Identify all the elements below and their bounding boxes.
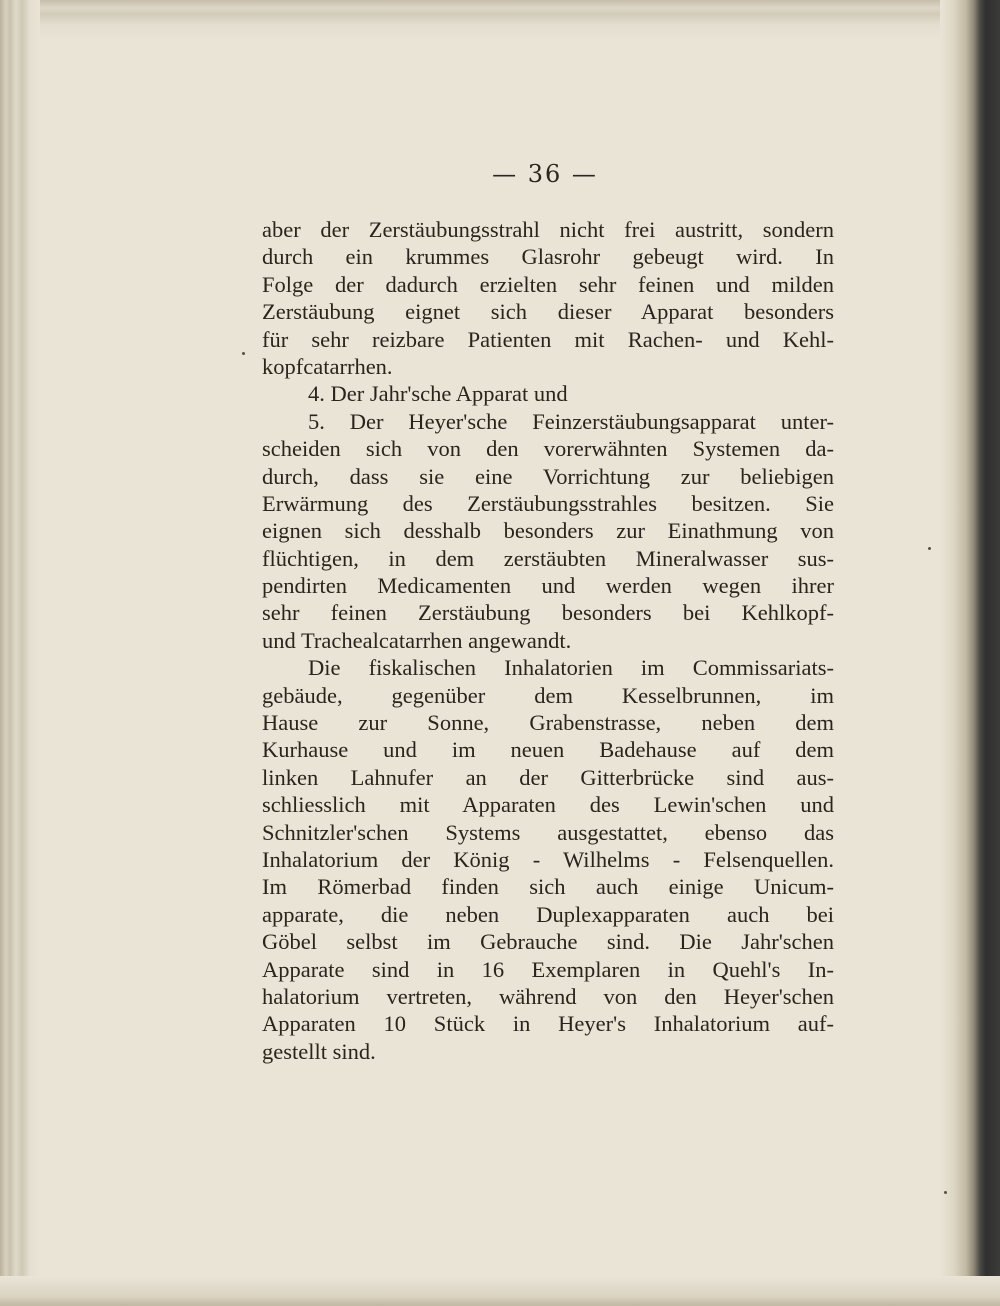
text-line: scheiden sich von den vorerwähnten Systemen da- — [262, 436, 834, 462]
text-line: für sehr reizbare Patienten mit Rachen- und Kehl- — [262, 326, 834, 352]
text-line: linken Lahnufer an der Gitterbrücke sind aus- — [262, 764, 834, 790]
text-line: Zerstäubung eignet sich dieser Apparat besonders — [262, 299, 834, 325]
body-text — [262, 216, 834, 1065]
text-line: gestellt sind. — [262, 1038, 376, 1064]
text-line: Göbel selbst im Gebrauche sind. Die Jahr'schen — [262, 929, 834, 955]
text-line: 5. Der Heyer'sche Feinzerstäubungsapparat unter- — [308, 408, 834, 434]
text-line: durch, dass sie eine Vorrichtung zur beliebigen — [262, 463, 834, 489]
text-line: Folge der dadurch erzielten sehr feinen und milden — [262, 271, 834, 297]
text-line: eignen sich desshalb besonders zur Einathmung von — [262, 518, 834, 544]
text-line: aber der Zerstäubungsstrahl nicht frei austritt, sondern — [262, 217, 834, 242]
text-line: Hause zur Sonne, Grabenstrasse, neben dem — [262, 710, 834, 736]
speck-mark — [928, 547, 931, 550]
text-line: Die fiskalischen Inhalatorien im Commissariats- — [308, 655, 834, 681]
text-line: schliesslich mit Apparaten des Lewin'schen und — [262, 792, 834, 818]
page-number-header: — 36 — — [492, 160, 598, 188]
text-line: Erwärmung des Zerstäubungsstrahles besitzen. Sie — [262, 490, 834, 516]
text-line: halatorium vertreten, während von den Heyer'schen — [262, 983, 834, 1009]
speck-mark — [944, 1191, 947, 1194]
book-gutter-right — [940, 0, 1000, 1306]
text-line: Apparate sind in 16 Exemplaren in Quehl's In- — [262, 956, 834, 982]
text-line: Apparaten 10 Stück in Heyer's Inhalatorium auf- — [262, 1011, 834, 1037]
page-edge-left — [0, 0, 40, 1306]
page-edge-top — [0, 0, 1000, 40]
text-line: durch ein krummes Glasrohr gebeugt wird. In — [262, 244, 834, 270]
text-line: flüchtigen, in dem zerstäubten Mineralwasser sus- — [262, 545, 834, 571]
text-line: Inhalatorium der König - Wilhelms - Felsenquellen. — [262, 846, 834, 872]
text-line: pendirten Medicamenten und werden wegen ihrer — [262, 573, 834, 599]
page-edge-bottom — [0, 1276, 1000, 1306]
text-line: gebäude, gegenüber dem Kesselbrunnen, im — [262, 682, 834, 708]
text-line: Kurhause und im neuen Badehause auf dem — [262, 737, 834, 763]
text-line: 4. Der Jahr'sche Apparat und — [308, 381, 568, 407]
text-line: und Trachealcatarrhen angewandt. — [262, 627, 572, 653]
text-line: Schnitzler'schen Systems ausgestattet, ebenso das — [262, 819, 834, 845]
text-line: Im Römerbad finden sich auch einige Unicum- — [262, 874, 834, 900]
text-line: sehr feinen Zerstäubung besonders bei Kehlkopf- — [262, 600, 834, 626]
speck-mark — [242, 352, 245, 355]
text-line: kopfcatarrhen. — [262, 353, 393, 379]
text-line: apparate, die neben Duplexapparaten auch bei — [262, 901, 834, 927]
